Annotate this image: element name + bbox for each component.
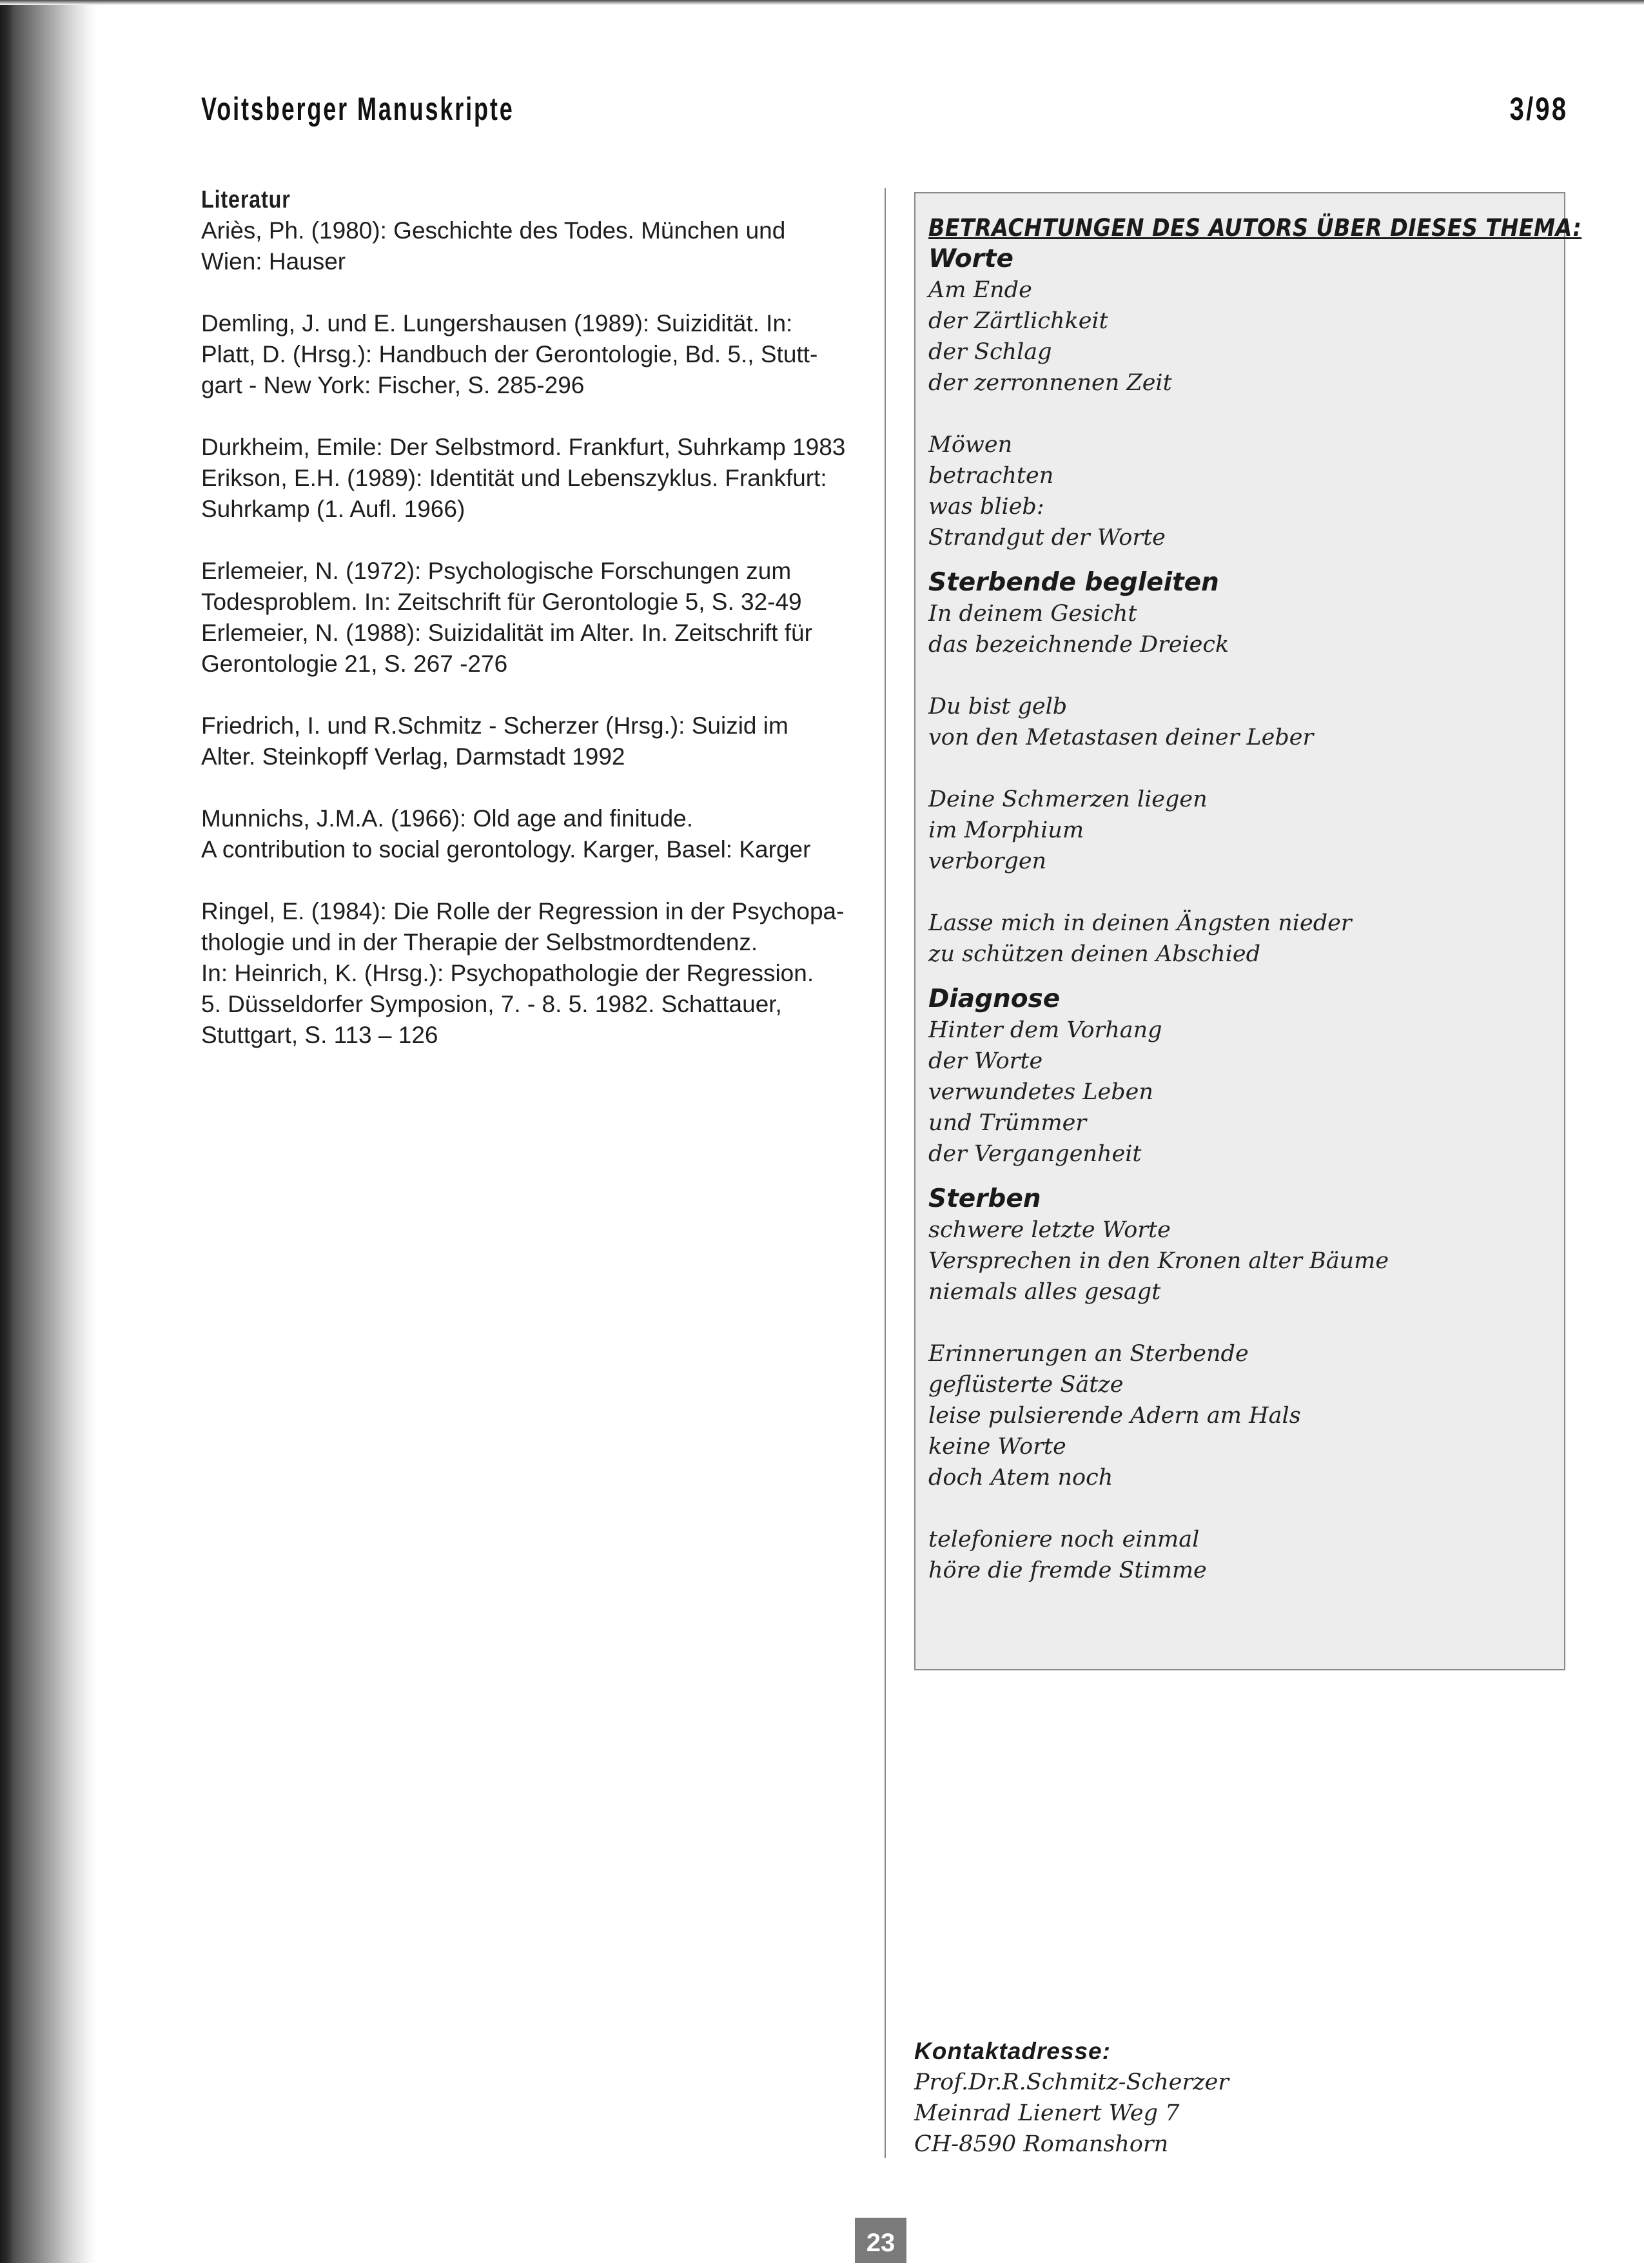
poem-stanza <box>928 598 1551 660</box>
poem-title: Sterben <box>928 1184 1041 1213</box>
poem-line: der Zärtlichkeit <box>928 308 1108 334</box>
poem-line: doch Atem noch <box>928 1465 1113 1491</box>
poem-line: keine Worte <box>928 1434 1066 1460</box>
contact-heading: Kontaktadresse: <box>914 2038 1111 2064</box>
journal-title: Voitsberger Manuskripte <box>201 91 514 127</box>
scan-binding-edge <box>0 0 97 2263</box>
poem-stanza <box>928 784 1551 877</box>
contact-line: Prof.Dr.R.Schmitz-Scherzer <box>914 2069 1229 2095</box>
reference-entry <box>201 803 859 865</box>
poem-stanza <box>928 275 1551 398</box>
poem-line: betrachten <box>928 463 1054 489</box>
reference-line: thologie und in der Therapie der Selbstmordtendenz. <box>201 929 758 955</box>
poem-stanza <box>928 1524 1551 1586</box>
contact-block <box>914 2036 1494 2160</box>
poem-line: der Worte <box>928 1048 1043 1074</box>
reference-line: Ariès, Ph. (1980): Geschichte des Todes. München und <box>201 217 786 244</box>
poem-line: höre die fremde Stimme <box>928 1558 1207 1583</box>
poem-line: Hinter dem Vorhang <box>928 1017 1162 1043</box>
poem-stanza <box>928 429 1551 553</box>
poem-line: In deinem Gesicht <box>928 601 1137 627</box>
poem-stanza <box>928 691 1551 753</box>
poem-line: Strandgut der Worte <box>928 525 1166 551</box>
contact-line: Meinrad Lienert Weg 7 <box>914 2100 1180 2126</box>
reference-line: Friedrich, I. und R.Schmitz - Scherzer (Hrsg.): Suizid im <box>201 712 788 739</box>
reference-line: Ringel, E. (1984): Die Rolle der Regression in der Psychopa- <box>201 898 845 924</box>
reference-line: Erlemeier, N. (1988): Suizidalität im Alter. In. Zeitschrift für <box>201 620 812 646</box>
poem-line: Möwen <box>928 432 1013 458</box>
poem-line: Du bist gelb <box>928 694 1068 719</box>
reference-entry <box>201 896 859 1051</box>
poem-line: zu schützen deinen Abschied <box>928 941 1260 967</box>
literature-heading: Literatur <box>201 186 291 213</box>
poem-line: geflüsterte Sätze <box>928 1372 1124 1398</box>
poem-line: Am Ende <box>928 277 1032 303</box>
poem-list <box>928 244 1551 1586</box>
poem-line: Lasse mich in deinen Ängsten nieder <box>928 910 1352 936</box>
poem-line: der zerronnenen Zeit <box>928 370 1172 396</box>
contact-line: CH-8590 Romanshorn <box>914 2131 1169 2157</box>
page-number: 23 <box>855 2218 906 2263</box>
reference-line: Todesproblem. In: Zeitschrift für Gerontologie 5, S. 32-49 <box>201 589 802 615</box>
poem-line: der Vergangenheit <box>928 1141 1142 1167</box>
poem-line: telefoniere noch einmal <box>928 1527 1200 1552</box>
reference-entry <box>201 432 859 525</box>
poem-line: leise pulsierende Adern am Hals <box>928 1403 1301 1429</box>
reference-line: Erlemeier, N. (1972): Psychologische Forschungen zum <box>201 558 792 584</box>
reference-line: Munnichs, J.M.A. (1966): Old age and finitude. <box>201 805 694 832</box>
poems-box <box>914 192 1582 1670</box>
reference-line: gart - New York: Fischer, S. 285-296 <box>201 372 585 398</box>
poem-stanza <box>928 908 1551 970</box>
reference-line: In: Heinrich, K. (Hrsg.): Psychopathologie der Regression. <box>201 960 814 986</box>
reference-line: 5. Düsseldorfer Symposion, 7. - 8. 5. 1982. Schattauer, <box>201 991 782 1017</box>
poems-content <box>928 213 1582 1600</box>
column-divider <box>885 188 886 2158</box>
issue-number: 3/98 <box>1509 91 1568 127</box>
contact-address <box>914 2067 1494 2160</box>
scan-top-edge <box>0 0 1644 5</box>
poem-line: verwundetes Leben <box>928 1079 1153 1105</box>
reference-line: Alter. Steinkopff Verlag, Darmstadt 1992 <box>201 743 625 770</box>
poem-line: was blieb: <box>928 494 1044 520</box>
poem-line: niemals alles gesagt <box>928 1279 1161 1305</box>
reference-line: Platt, D. (Hrsg.): Handbuch der Gerontologie, Bd. 5., Stutt- <box>201 341 818 367</box>
reference-entry <box>201 308 859 401</box>
reference-line: A contribution to social gerontology. Karger, Basel: Karger <box>201 836 811 863</box>
poem-line: im Morphium <box>928 817 1084 843</box>
reference-list <box>201 215 859 1051</box>
reference-entry <box>201 215 859 277</box>
poem-line: und Trümmer <box>928 1110 1087 1136</box>
reference-line: Erikson, E.H. (1989): Identität und Lebenszyklus. Frankfurt: <box>201 465 827 491</box>
poem-line: der Schlag <box>928 339 1052 365</box>
reference-entry <box>201 710 859 772</box>
poem-stanza <box>928 1215 1551 1307</box>
poems-box-heading: BETRACHTUNGEN DES AUTORS ÜBER DIESES THEMA: <box>928 214 1582 242</box>
reference-entry <box>201 556 859 679</box>
literature-section <box>201 184 859 1051</box>
poem-title: Sterbende begleiten <box>928 568 1219 597</box>
poem-line: verborgen <box>928 848 1047 874</box>
poem-stanza <box>928 1015 1551 1169</box>
poem-title: Worte <box>928 244 1014 273</box>
poem-stanza <box>928 1338 1551 1493</box>
poem-line: Erinnerungen an Sterbende <box>928 1341 1249 1367</box>
reference-line: Wien: Hauser <box>201 248 346 275</box>
reference-line: Durkheim, Emile: Der Selbstmord. Frankfurt, Suhrkamp 1983 <box>201 434 846 460</box>
poem-line: das bezeichnende Dreieck <box>928 632 1229 658</box>
reference-line: Stuttgart, S. 113 – 126 <box>201 1022 438 1048</box>
poem-title: Diagnose <box>928 984 1061 1013</box>
poem-line: Deine Schmerzen liegen <box>928 787 1208 812</box>
poem-line: von den Metastasen deiner Leber <box>928 725 1314 750</box>
reference-line: Demling, J. und E. Lungershausen (1989): Suizidität. In: <box>201 310 793 337</box>
poem-line: Versprechen in den Kronen alter Bäume <box>928 1248 1389 1274</box>
reference-line: Gerontologie 21, S. 267 -276 <box>201 650 508 677</box>
poem-line: schwere letzte Worte <box>928 1217 1171 1243</box>
reference-line: Suhrkamp (1. Aufl. 1966) <box>201 496 465 522</box>
